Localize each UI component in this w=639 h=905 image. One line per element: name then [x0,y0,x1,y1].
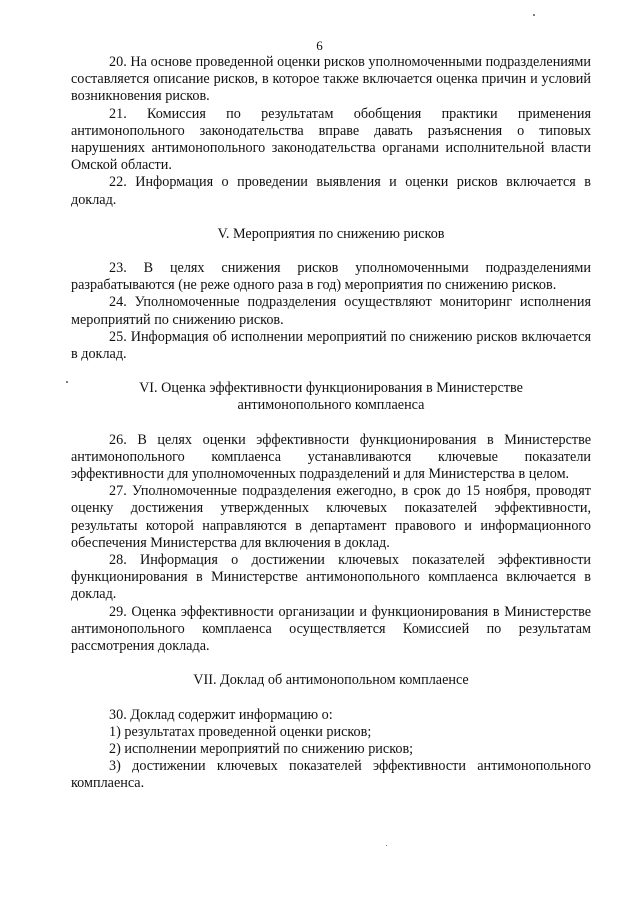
paragraph-26: 26. В целях оценки эффективности функционирования в Министерстве антимонопольного комплаенса устанавливаются ключевые показатели эффективности для уполномоченных подразделений и для Министерства в целом. [71,431,591,483]
section-6-title-line1: VI. Оценка эффективности функционирования в Министерстве [139,380,523,397]
paragraph-21: 21. Комиссия по результатам обобщения практики применения антимонопольного законодательства вправе давать разъяснения о типовых нарушениях антимонопольного законодательства органами исполнительной власти Омской области. [71,105,591,174]
list-item-3: 3) достижении ключевых показателей эффективности антимонопольного комплаенса. [71,758,591,792]
paragraph-25: 25. Информация об исполнении мероприятий по снижению рисков включается в доклад. [71,328,591,363]
paragraph-22: 22. Информация о проведении выявления и оценки рисков включается в доклад. [71,174,591,208]
paragraph-29: 29. Оценка эффективности организации и функционирования в Министерстве антимонопольного комплаенса осуществляется Комиссией по результатам рассмотрения доклада. [71,603,591,655]
scan-speck [533,14,535,16]
paragraph-20: 20. На основе проведенной оценки рисков уполномоченными подразделениями составляется описание рисков, в которое также включается оценка причин и условий возникновения рисков. [71,54,591,105]
paragraph-28: 28. Информация о достижении ключевых показателей эффективности функционирования в Министерстве антимонопольного комплаенса включается в доклад. [71,552,591,603]
spacer [71,690,591,707]
section-5-title: V. Мероприятия по снижению рисков [217,225,445,242]
scan-speck [66,381,68,383]
spacer [71,415,591,432]
paragraph-24: 24. Уполномоченные подразделения осуществляют мониторинг исполнения мероприятий по снижению рисков. [71,294,591,328]
paragraph-30: 30. Доклад содержит информацию о: [109,706,333,723]
section-7-title: VII. Доклад об антимонопольном комплаенсе [193,672,469,689]
scan-speck [386,845,387,846]
list-item-2: 2) исполнении мероприятий по снижению рисков; [109,740,414,757]
section-6-title-line2: антимонопольного комплаенса [237,397,425,414]
paragraph-27: 27. Уполномоченные подразделения ежегодно, в срок до 15 ноября, проводят оценку достижения утвержденных ключевых показателей эффективности, результаты которой направляются в департамент правового и информационного обеспечения Министерства для включения в доклад. [71,483,591,551]
document-body [71,54,591,793]
spacer [71,363,591,380]
section-6-title [71,380,591,414]
spacer [71,209,591,226]
paragraph-23: 23. В целях снижения рисков уполномоченными подразделениями разрабатываются (не реже одного раза в год) мероприятия по снижению рисков. [71,260,591,294]
list-item-1: 1) результатах проведенной оценки рисков; [109,723,372,740]
spacer [71,243,591,260]
page-number: 6 [316,38,323,53]
spacer [71,655,591,672]
